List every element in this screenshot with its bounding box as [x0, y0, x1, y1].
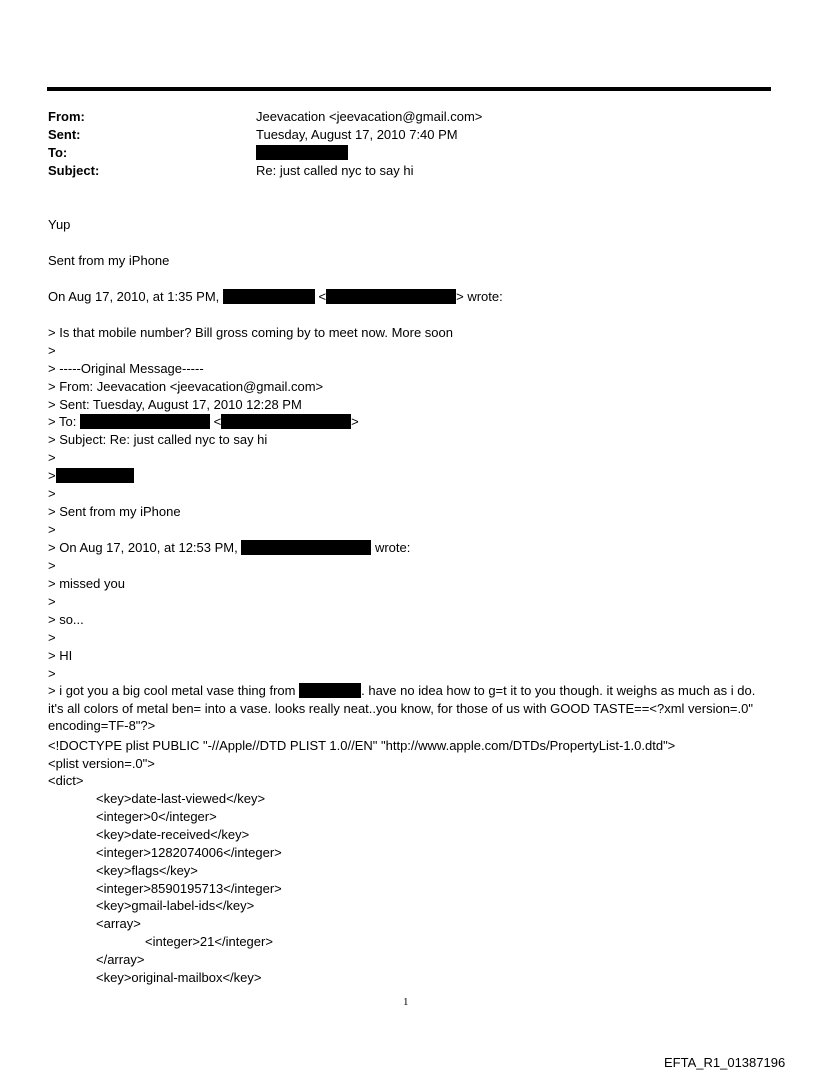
subject-value: Re: just called nyc to say hi	[256, 163, 414, 178]
quoted-paragraph	[48, 682, 768, 735]
xml-line: <plist version=.0">	[48, 756, 155, 771]
xml-line: <key>date-last-viewed</key>	[96, 791, 266, 806]
quoted-line: > Sent: Tuesday, August 17, 2010 12:28 PM	[48, 397, 302, 412]
quoted-line: > Sent from my iPhone	[48, 504, 181, 519]
quoted-line: >	[48, 630, 56, 645]
quote-marker: >	[48, 468, 56, 483]
page-number: 1	[403, 996, 409, 1008]
from-label: From:	[48, 109, 85, 124]
attribution-bracket: <	[318, 289, 327, 304]
bates-number: EFTA_R1_01387196	[664, 1055, 786, 1070]
attribution-date: On Aug 17, 2010, at 1:35 PM,	[48, 289, 220, 304]
quoted-line: >	[48, 343, 56, 358]
redaction-block	[241, 540, 371, 555]
quoted-to-line	[48, 413, 359, 430]
redaction-block	[56, 468, 134, 483]
quoted-paragraph-rest: . have no idea how to g=t it to you though. it weighs as much as i do. it's all colors of metal ben= into a vase. looks really neat..you know, for those of us with GOOD TASTE==<?xml version=.0" encoding=TF-8"?>	[48, 683, 756, 734]
xml-line: <key>gmail-label-ids</key>	[96, 898, 255, 913]
xml-line: <integer>21</integer>	[145, 934, 273, 949]
sent-value: Tuesday, August 17, 2010 7:40 PM	[256, 127, 458, 142]
quoted-attribution-wrote: wrote:	[374, 540, 411, 555]
xml-line: <dict>	[48, 773, 84, 788]
redaction-block	[326, 289, 456, 304]
quoted-paragraph-start: > i got you a big cool metal vase thing from	[48, 683, 296, 698]
quoted-line: > -----Original Message-----	[48, 361, 204, 376]
xml-line: <array>	[96, 916, 141, 931]
subject-label: Subject:	[48, 163, 100, 178]
redaction-block	[299, 683, 361, 698]
quoted-line: >	[48, 486, 56, 501]
quoted-attribution-line	[48, 539, 410, 556]
quoted-to-label: > To:	[48, 414, 77, 429]
xml-line: <integer>8590195713</integer>	[96, 881, 282, 896]
quoted-line: >	[48, 558, 56, 573]
xml-line: <!DOCTYPE plist PUBLIC "-//Apple//DTD PLIST 1.0//EN" "http://www.apple.com/DTDs/PropertyList-1.0.dtd">	[48, 738, 676, 753]
quoted-line: >	[48, 450, 56, 465]
xml-line: <key>date-received</key>	[96, 827, 250, 842]
xml-line: <key>flags</key>	[96, 863, 198, 878]
xml-line: <key>original-mailbox</key>	[96, 970, 262, 985]
xml-line: <integer>0</integer>	[96, 809, 217, 824]
redaction-block	[256, 145, 348, 160]
reply-text: Yup	[48, 217, 71, 232]
quoted-line: > From: Jeevacation <jeevacation@gmail.com>	[48, 379, 324, 394]
xml-line: </array>	[96, 952, 145, 967]
redaction-block	[223, 289, 315, 304]
quoted-to-bracket: >	[351, 414, 359, 429]
quoted-to-bracket: <	[213, 414, 222, 429]
signature-line: Sent from my iPhone	[48, 253, 170, 268]
header-rule	[47, 87, 771, 91]
quoted-line: > HI	[48, 648, 73, 663]
xml-line: <integer>1282074006</integer>	[96, 845, 282, 860]
quoted-line: > Subject: Re: just called nyc to say hi	[48, 432, 268, 447]
sent-label: Sent:	[48, 127, 81, 142]
attribution-line	[48, 288, 503, 305]
redaction-block	[80, 414, 210, 429]
quoted-attribution-date: > On Aug 17, 2010, at 12:53 PM,	[48, 540, 238, 555]
quoted-redacted-line	[48, 467, 134, 484]
from-value: Jeevacation <jeevacation@gmail.com>	[256, 109, 483, 124]
quoted-line: >	[48, 594, 56, 609]
to-label: To:	[48, 145, 68, 160]
quoted-line: > so...	[48, 612, 84, 627]
quoted-line: > Is that mobile number? Bill gross coming by to meet now. More soon	[48, 325, 453, 340]
quoted-line: > missed you	[48, 576, 125, 591]
quoted-line: >	[48, 522, 56, 537]
to-value	[256, 144, 348, 162]
attribution-wrote: > wrote:	[456, 289, 503, 304]
redaction-block	[221, 414, 351, 429]
quoted-line: >	[48, 666, 56, 681]
